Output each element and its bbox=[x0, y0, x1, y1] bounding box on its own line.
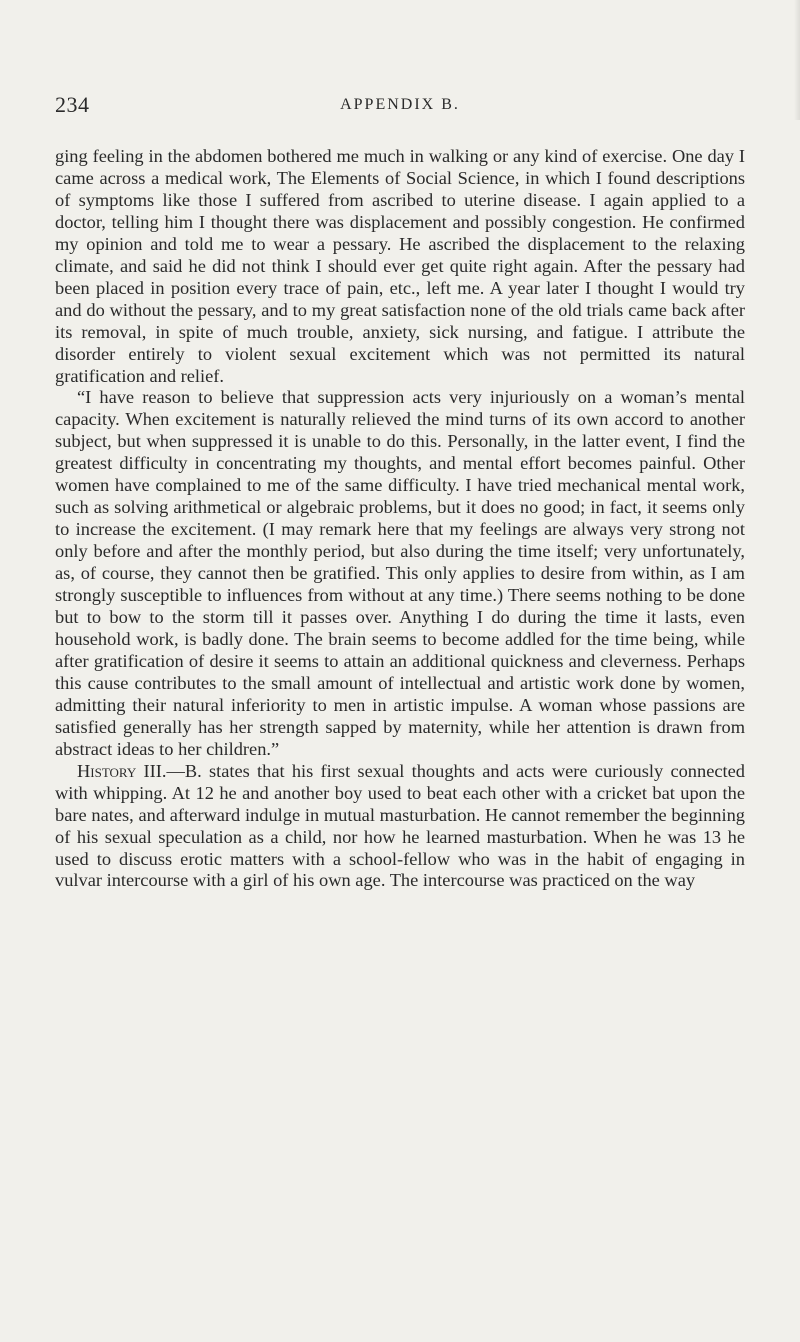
paragraph-quotation: “I have reason to believe that suppression acts very injuriously on a woman’s mental capacity. When excitement is naturally relieved the mind turns of its own accord to another subject, but when suppressed it is unable to do this. Personally, in the latter event, I find the greatest difficulty in concentrating my thoughts, and mental effort becomes painful. Other women have complained to me of the same difficulty. I have tried mechanical mental work, such as solving arithmetical or algebraic problems, but it does no good; in fact, it seems only to increase the excitement. (I may remark here that my feelings are always very strong not only before and after the monthly period, but also during the time itself; very unfortunately, as, of course, they cannot then be gratified. This only applies to desire from within, as I am strongly susceptible to influences from without at any time.) There seems nothing to be done but to bow to the storm till it passes over. Anything I do during the time it lasts, even household work, is badly done. The brain seems to become addled for the time being, while after gratification of desire it seems to attain an additional quickness and cleverness. Perhaps this cause contributes to the small amount of intellectual and artistic work done by women, admitting their natural inferiority to men in artistic impulse. A woman whose passions are satisfied generally has her strength sapped by maternity, while her attention is drawn from abstract ideas to her children.” bbox=[55, 387, 745, 759]
page-number: 234 bbox=[55, 92, 90, 117]
history-text: —B. states that his first sexual thoughts and acts were curiously connected with whipping. At 12 he and another boy used to beat each other with a cricket bat upon the bare nates, and afterward indulge in mutual masturbation. He cannot remember the beginning of his sexual speculation as a child, nor how he learned masturbation. When he was 13 he used to discuss erotic matters with a school-fellow who was in the habit of engaging in vulvar intercourse with a girl of his own age. The intercourse was practiced on the way bbox=[55, 760, 745, 891]
paragraph-history-iii bbox=[55, 761, 745, 893]
paragraph-continuation: ging feeling in the abdomen bothered me much in walking or any kind of exercise. One day I came across a medical work, The Elements of Social Science, in which I found descriptions of symptoms like those I suffered from ascribed to uterine disease. I again applied to a doctor, telling him I thought there was displacement and possibly congestion. He confirmed my opinion and told me to wear a pessary. He ascribed the displacement to the relaxing climate, and said he did not think I should ever get quite right again. After the pessary had been placed in position every trace of pain, etc., left me. A year later I thought I would try and do without the pessary, and to my great satisfaction none of the old trials came back after its removal, in spite of much trouble, anxiety, sick nursing, and fatigue. I attribute the disorder entirely to violent sexual excitement which was not permitted its natural gratification and relief. bbox=[55, 146, 745, 386]
page-header bbox=[55, 92, 745, 122]
body-text bbox=[55, 146, 745, 892]
running-head: APPENDIX B. bbox=[340, 96, 460, 113]
history-label: History III. bbox=[77, 760, 167, 781]
page-edge-shadow bbox=[794, 0, 800, 120]
